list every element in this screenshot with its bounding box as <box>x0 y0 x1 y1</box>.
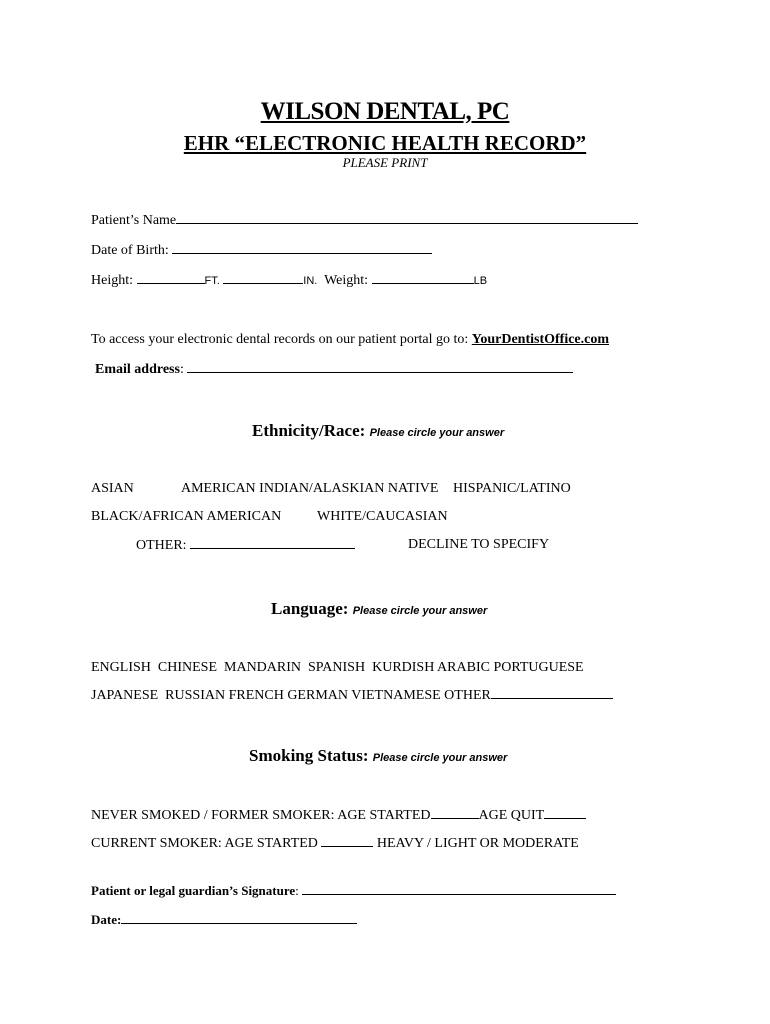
signature-label: Patient or legal guardian’s Signature <box>91 883 296 898</box>
language-option-vietnamese[interactable]: VIETNAMESE <box>351 688 441 703</box>
smoking-note: Please circle your answer <box>372 752 508 764</box>
ethnicity-heading <box>252 421 504 441</box>
language-option-german[interactable]: GERMAN <box>287 688 348 703</box>
weight-label: Weight: <box>324 273 369 288</box>
language-option-french[interactable]: FRENCH <box>228 688 284 703</box>
ethnicity-option-black[interactable]: BLACK/AFRICAN AMERICAN <box>91 509 282 524</box>
height-label: Height: <box>91 273 133 288</box>
language-heading <box>271 599 487 619</box>
form-title: EHR “ELECTRONIC HEALTH RECORD” <box>183 131 587 155</box>
signature-row: Patient or legal guardian’s Signature: <box>91 883 616 899</box>
portal-row <box>91 332 609 348</box>
smoking-heading-text: Smoking Status: <box>249 746 369 765</box>
height-ft-field[interactable] <box>137 272 205 284</box>
smoking-current-age-started-field[interactable] <box>321 835 373 847</box>
signature-field[interactable] <box>302 883 616 895</box>
ethnicity-heading-text: Ethnicity/Race: <box>252 421 366 440</box>
smoking-row-1 <box>91 807 586 824</box>
language-option-japanese[interactable]: JAPANESE <box>91 688 159 703</box>
smoking-age-quit-field[interactable] <box>544 807 586 819</box>
in-unit: IN. <box>303 275 318 287</box>
language-option-mandarin[interactable]: MANDARIN <box>224 660 302 675</box>
portal-link[interactable]: YourDentistOffice.com <box>471 332 610 347</box>
language-option-kurdish-arabic-portuguese[interactable]: KURDISH ARABIC PORTUGUESE <box>372 660 584 675</box>
language-option-other[interactable]: OTHER <box>444 688 491 703</box>
ethnicity-other-field[interactable] <box>190 537 355 549</box>
email-label: Email address <box>95 362 180 377</box>
date-label: Date: <box>91 912 122 927</box>
email-row: Email address: <box>95 361 573 378</box>
patient-name-field[interactable] <box>176 212 638 224</box>
language-heading-text: Language: <box>271 599 349 618</box>
dob-field[interactable] <box>172 242 432 254</box>
ethnicity-other-label[interactable]: OTHER: <box>136 538 187 553</box>
ethnicity-option-other <box>136 537 355 554</box>
email-field[interactable] <box>187 361 573 373</box>
language-option-chinese[interactable]: CHINESE <box>157 660 218 675</box>
ethnicity-note: Please circle your answer <box>369 427 505 439</box>
patient-name-label: Patient’s Name <box>91 213 177 228</box>
language-row-2 <box>91 687 613 704</box>
lb-unit: LB <box>473 275 488 287</box>
ft-unit: FT. <box>204 275 220 287</box>
height-weight-row <box>91 272 487 289</box>
smoking-row-2 <box>91 835 579 852</box>
ethnicity-option-asian[interactable]: ASIAN <box>91 481 134 496</box>
patient-name-row <box>91 212 638 229</box>
smoking-former-age-started-field[interactable] <box>431 807 479 819</box>
ethnicity-option-hispanic[interactable]: HISPANIC/LATINO <box>453 481 571 496</box>
smoking-current[interactable]: CURRENT SMOKER: AGE STARTED <box>91 836 318 851</box>
portal-text: To access your electronic dental records on our patient portal go to: <box>91 332 469 347</box>
date-row <box>91 912 357 928</box>
date-field[interactable] <box>121 912 357 924</box>
language-row-1 <box>91 660 584 676</box>
practice-name: WILSON DENTAL, PC <box>260 98 510 125</box>
dob-label: Date of Birth: <box>91 243 169 258</box>
smoking-age-quit-label: AGE QUIT <box>478 808 545 823</box>
language-option-english[interactable]: ENGLISH <box>91 660 151 675</box>
weight-field[interactable] <box>372 272 474 284</box>
dob-row <box>91 242 432 259</box>
language-option-russian[interactable]: RUSSIAN <box>165 688 226 703</box>
language-option-spanish[interactable]: SPANISH <box>308 660 366 675</box>
smoking-intensity[interactable]: HEAVY / LIGHT OR MODERATE <box>376 836 579 851</box>
ethnicity-option-decline[interactable]: DECLINE TO SPECIFY <box>408 537 550 552</box>
ethnicity-option-american-indian[interactable]: AMERICAN INDIAN/ALASKIAN NATIVE <box>181 481 439 496</box>
smoking-heading <box>249 746 507 766</box>
height-in-field[interactable] <box>223 272 303 284</box>
ethnicity-option-white[interactable]: WHITE/CAUCASIAN <box>317 509 448 524</box>
language-other-field[interactable] <box>491 687 613 699</box>
print-instruction: PLEASE PRINT <box>342 155 428 170</box>
smoking-never-former[interactable]: NEVER SMOKED / FORMER SMOKER: AGE STARTED <box>91 808 431 823</box>
language-note: Please circle your answer <box>352 605 488 617</box>
